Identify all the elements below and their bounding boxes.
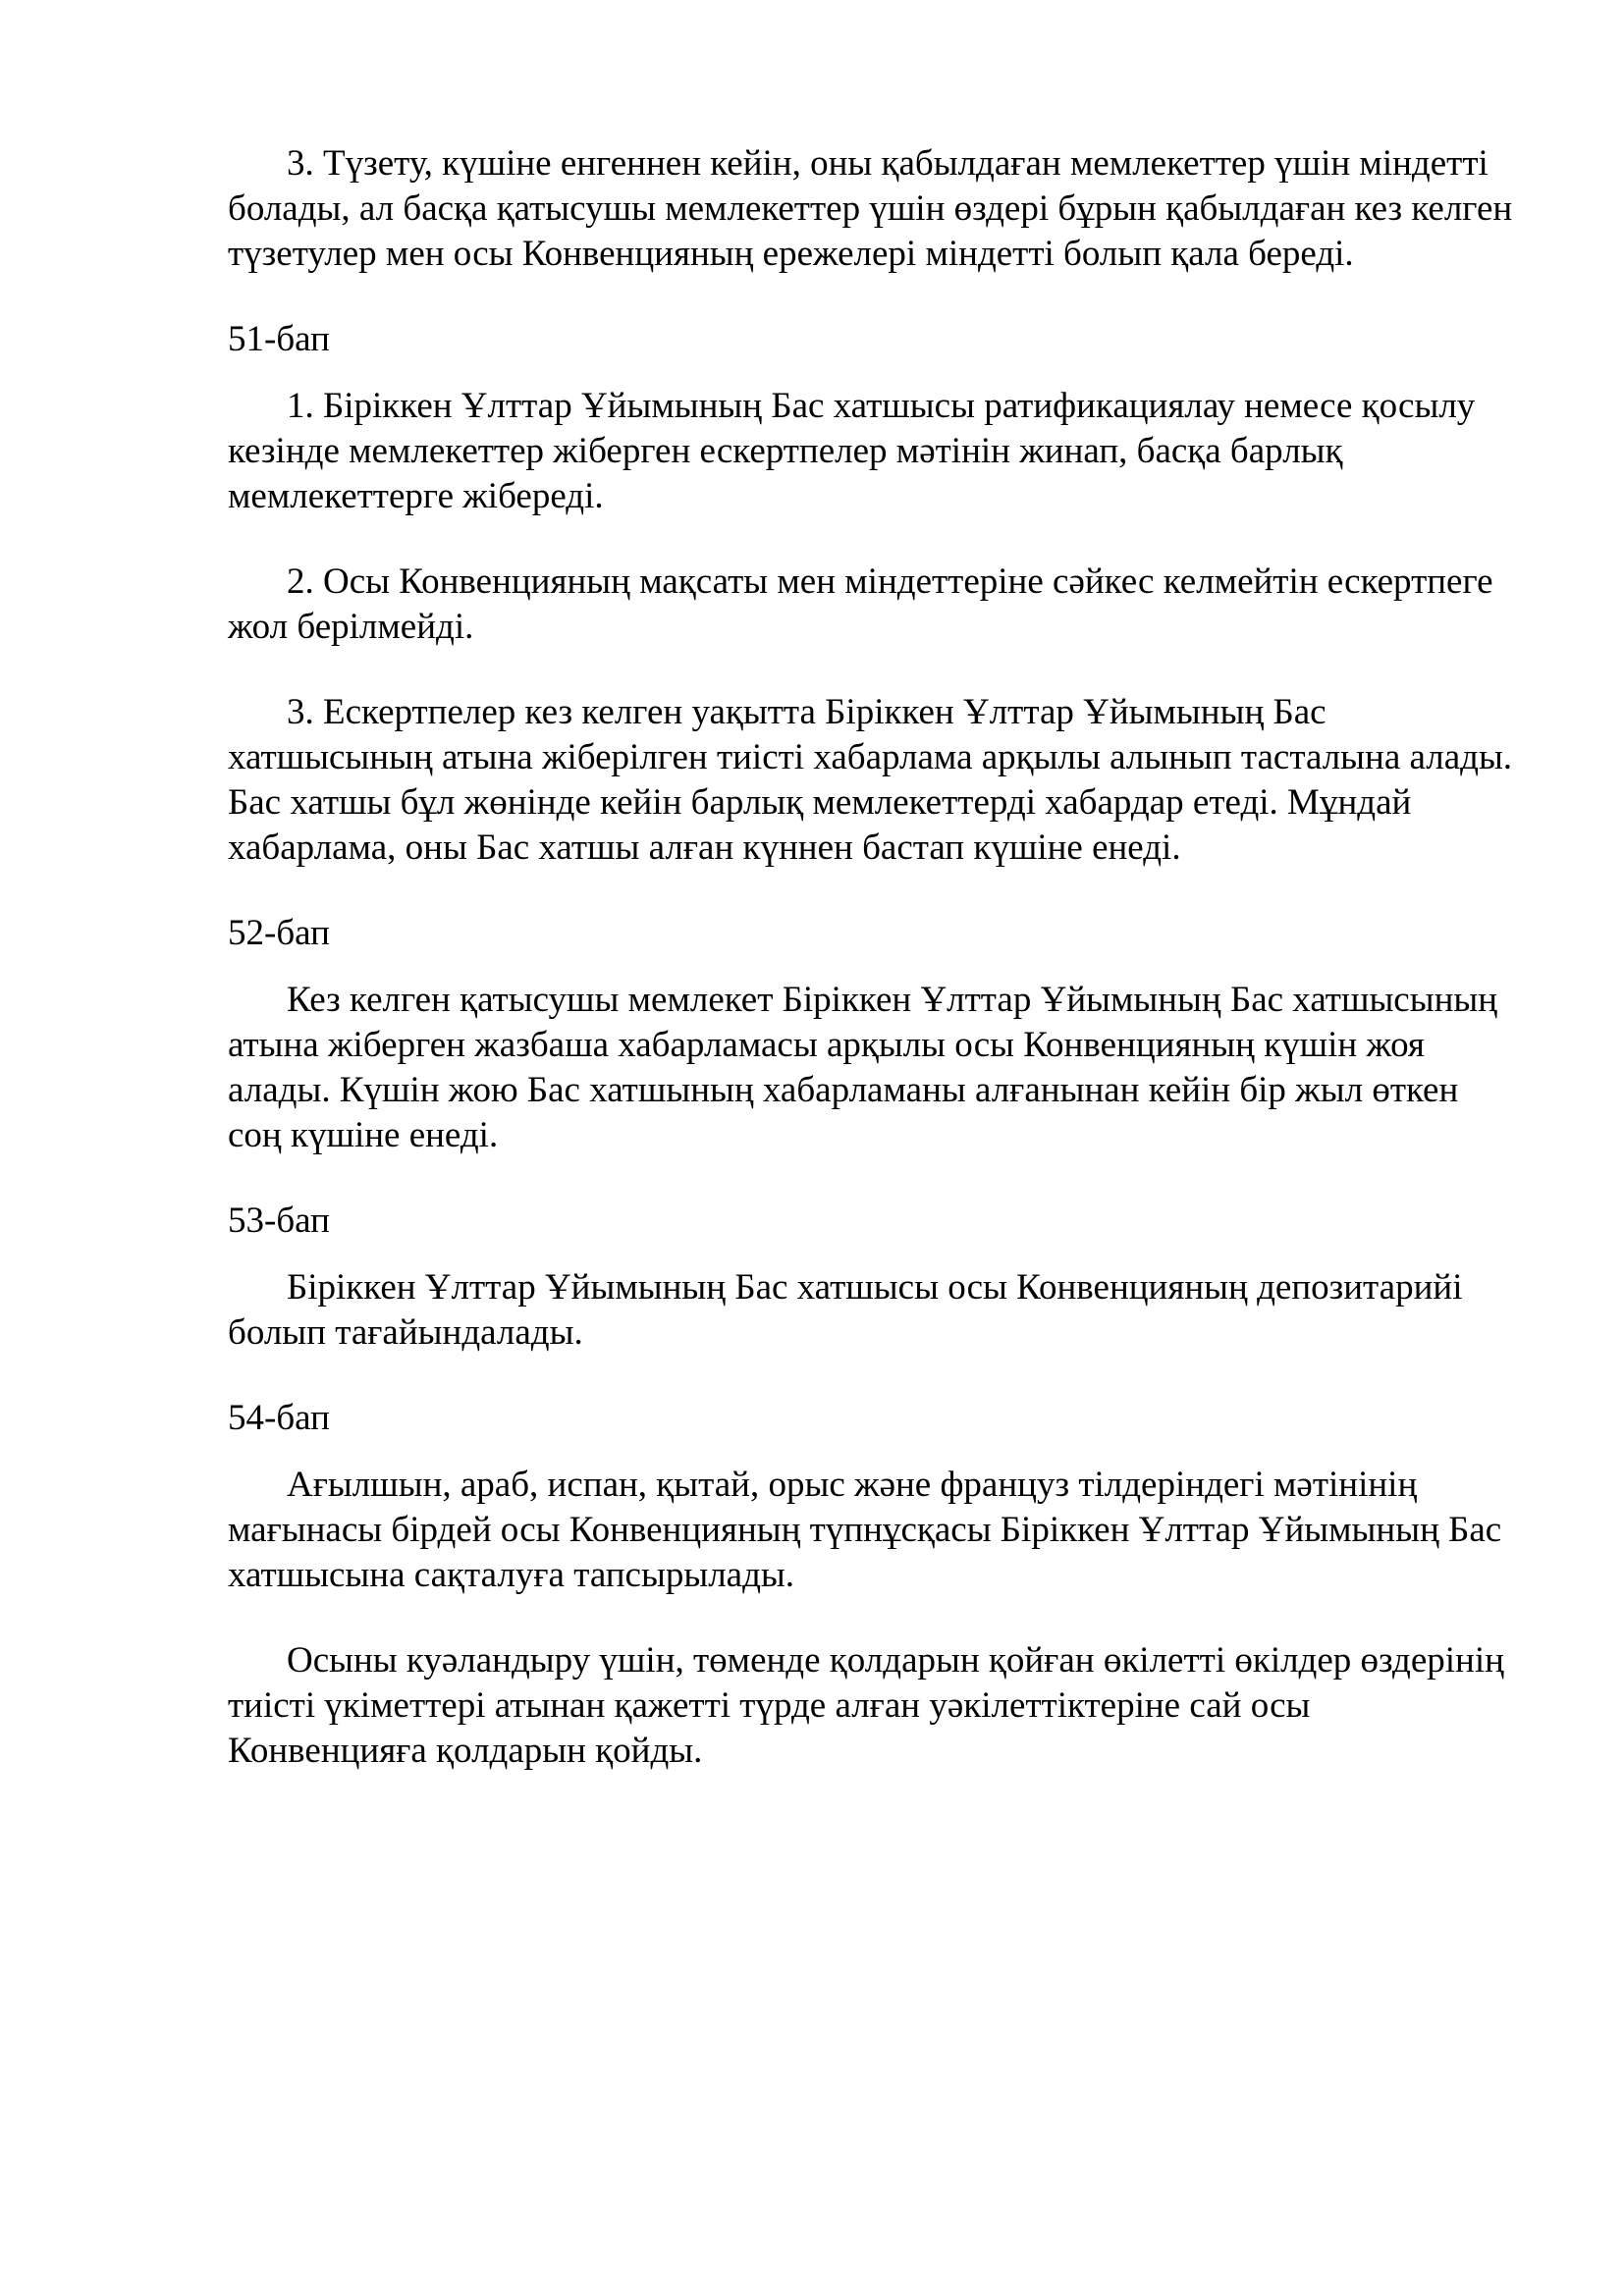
article-heading-51: 51-бап <box>228 319 330 359</box>
article-heading-52: 52-бап <box>228 913 330 953</box>
article-53-paragraph-1: Біріккен Ұлттар Ұйымының Бас хатшысы осы Конвенцияның депозитарийі болып тағайындалады. <box>228 1267 1463 1353</box>
article-52-paragraph-1: Кез келген қатысушы мемлекет Біріккен Ұлттар Ұйымының Бас хатшысының атына жіберген жазбаша хабарламасы арқылы осы Конвенцияның күшін жоя алады. Күшін жою Бас хатшының хабарламаны алғанынан кейін бір жыл өткен соң күшіне енеді. <box>228 980 1498 1155</box>
article-heading-54: 54-бап <box>228 1398 330 1438</box>
article-heading-53: 53-бап <box>228 1201 330 1241</box>
intro-paragraph: 3. Түзету, күшіне енгеннен кейін, оны қабылдаған мемлекеттер үшін міндетті болады, ал басқа қатысушы мемлекеттер үшін өздері бұрын қабылдаған кез келген түзетулер мен осы Конвенцияның ережелері міндетті болып қала береді. <box>228 143 1513 274</box>
article-51-paragraph-1: 1. Біріккен Ұлттар Ұйымының Бас хатшысы ратификациялау немесе қосылу кезінде мемлекеттер жіберген ескертпелер мәтінін жинап, басқа барлық мемлекеттерге жібереді. <box>228 386 1476 516</box>
closing-paragraph: Осыны куәландыру үшін, төменде қолдарын қойған өкілетті өкілдер өздерінің тиісті үкіметтері атынан қажетті түрде алған уәкілеттіктеріне сай осы Конвенцияға қолдарын қойды. <box>228 1640 1504 1771</box>
article-51-paragraph-3: 3. Ескертпелер кез келген уақытта Біріккен Ұлттар Ұйымының Бас хатшысының атына жіберілген тиісті хабарлама арқылы алынып тасталына алады. Бас хатшы бұл жөнінде кейін барлық мемлекеттерді хабардар етеді. Мұндай хабарлама, оны Бас хатшы алған күннен бастап күшіне енеді. <box>228 692 1513 868</box>
article-51-paragraph-2: 2. Осы Конвенцияның мақсаты мен міндеттеріне сәйкес келмейтін ескертпеге жол берілмейді. <box>228 561 1493 647</box>
article-54-paragraph-1: Ағылшын, араб, испан, қытай, орыс және француз тілдеріндегі мәтінінің мағынасы бірдей осы Конвенцияның түпнұсқасы Біріккен Ұлттар Ұйымының Бас хатшысына сақталуға тапсырылады. <box>228 1465 1502 1595</box>
